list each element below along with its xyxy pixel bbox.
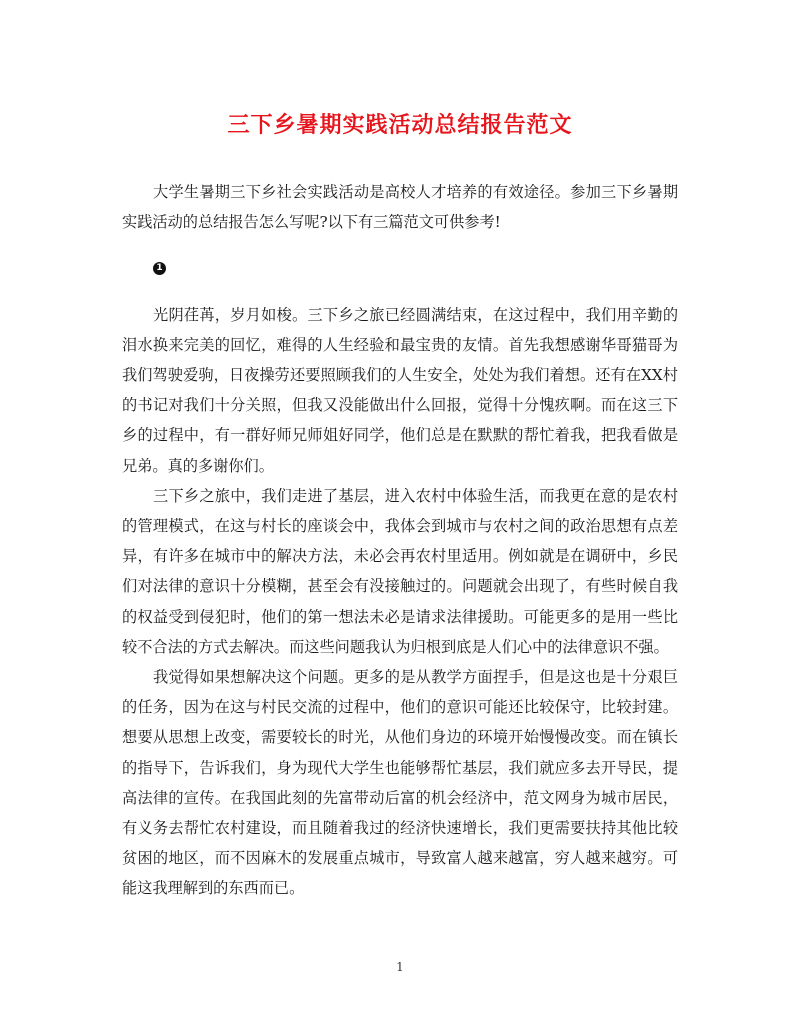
document-body <box>122 177 678 904</box>
document-title: 三下乡暑期实践活动总结报告范文 <box>227 112 573 138</box>
body-paragraph-1: 光阴荏苒，岁月如梭。三下乡之旅已经圆满结束，在这过程中，我们用辛勤的泪水换来完美的回忆，难得的人生经验和最宝贵的友情。首先我想感谢华哥猫哥为我们驾驶爱驹，日夜操劳还要照顾我们的人生安全，处处为我们着想。还有在XX村的书记对我们十分关照，但我又没能做出什么回报，觉得十分愧疚啊。而在这三下乡的过程中，有一群好师兄师姐好同学，他们总是在默默的帮忙着我，把我看做是兄弟。真的多谢你们。 <box>122 305 678 475</box>
body-paragraph-3: 我觉得如果想解决这个问题。更多的是从教学方面捏手，但是这也是十分艰巨的任务，因为在这与村民交流的过程中，他们的意识可能还比较保守，比较封建。想要从思想上改变，需要较长的时光，从他们身边的环境开始慢慢改变。而在镇长的指导下，告诉我们，身为现代大学生也能够帮忙基层，我们就应多去开导民，提高法律的宣传。在我国此刻的先富带动后富的机会经济中，范文网身为城市居民，有义务去帮忙农村建设，而且随着我过的经济快速增长，我们更需要扶持其他比较贫困的地区，而不因麻木的发展重点城市，导致富人越来越富，穷人越来越穷。可能这我理解到的东西而已。 <box>122 668 678 898</box>
body-paragraph-2: 三下乡之旅中，我们走进了基层，进入农村中体验生活，而我更在意的是农村的管理模式，在这与村长的座谈会中，我体会到城市与农村之间的政治思想有点差异，有许多在城市中的解决方法，未必会再农村里适用。例如就是在调研中，乡民们对法律的意识十分模糊，甚至会有没接触过的。问题就会出现了，有些时候自我的权益受到侵犯时，他们的第一想法未必是请求法律援助。可能更多的是用一些比较不合法的方式去解决。而这些问题我认为归根到底是人们心中的法律意识不强。 <box>122 486 678 656</box>
page-number: 1 <box>396 960 404 974</box>
section-marker <box>122 255 678 285</box>
intro-paragraph: 大学生暑期三下乡社会实践活动是高校人才培养的有效途径。参加三下乡暑期实践活动的总结报告怎么写呢?以下有三篇范文可供参考! <box>122 183 678 232</box>
numbered-bullet-icon: 1 <box>153 262 166 275</box>
